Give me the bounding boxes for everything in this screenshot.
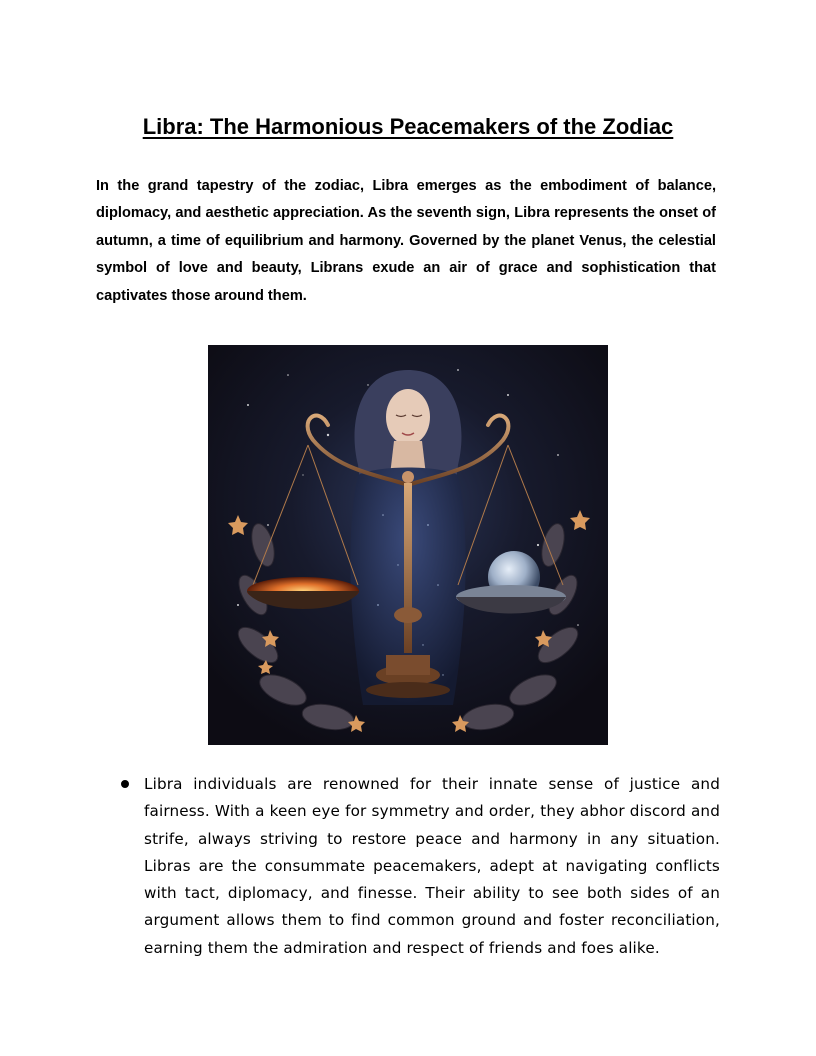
list-item — [118, 771, 720, 962]
goddess-face — [386, 389, 430, 445]
page-title: Libra: The Harmonious Peacemakers of the Zodiac — [142, 114, 674, 139]
bullet-list — [118, 771, 720, 962]
bullet-dot — [121, 780, 129, 788]
libra-illustration — [208, 345, 608, 745]
bullet-text: Libra individuals are renowned for their innate sense of justice and fairness. With a keen eye for symmetry and order, they abhor discord and strife, always striving to restore peace and harmony in any situation. Libras are the consummate peacemakers, adept at navigating conflicts with tact, diplomacy, and finesse. Their ability to see both sides of an argument allows them to find common ground and foster reconciliation, earning them the admiration and respect of friends and foes alike. — [144, 775, 720, 957]
libra-illustration-svg — [208, 345, 608, 745]
intro-paragraph: In the grand tapestry of the zodiac, Libra emerges as the embodiment of balance, diplomacy, and aesthetic appreciation. As the seventh sign, Libra represents the onset of autumn, a time of equilibrium and harmony. Governed by the planet Venus, the celestial symbol of love and beauty, Librans exude an air of grace and sophistication that captivates those around them. — [96, 178, 716, 304]
